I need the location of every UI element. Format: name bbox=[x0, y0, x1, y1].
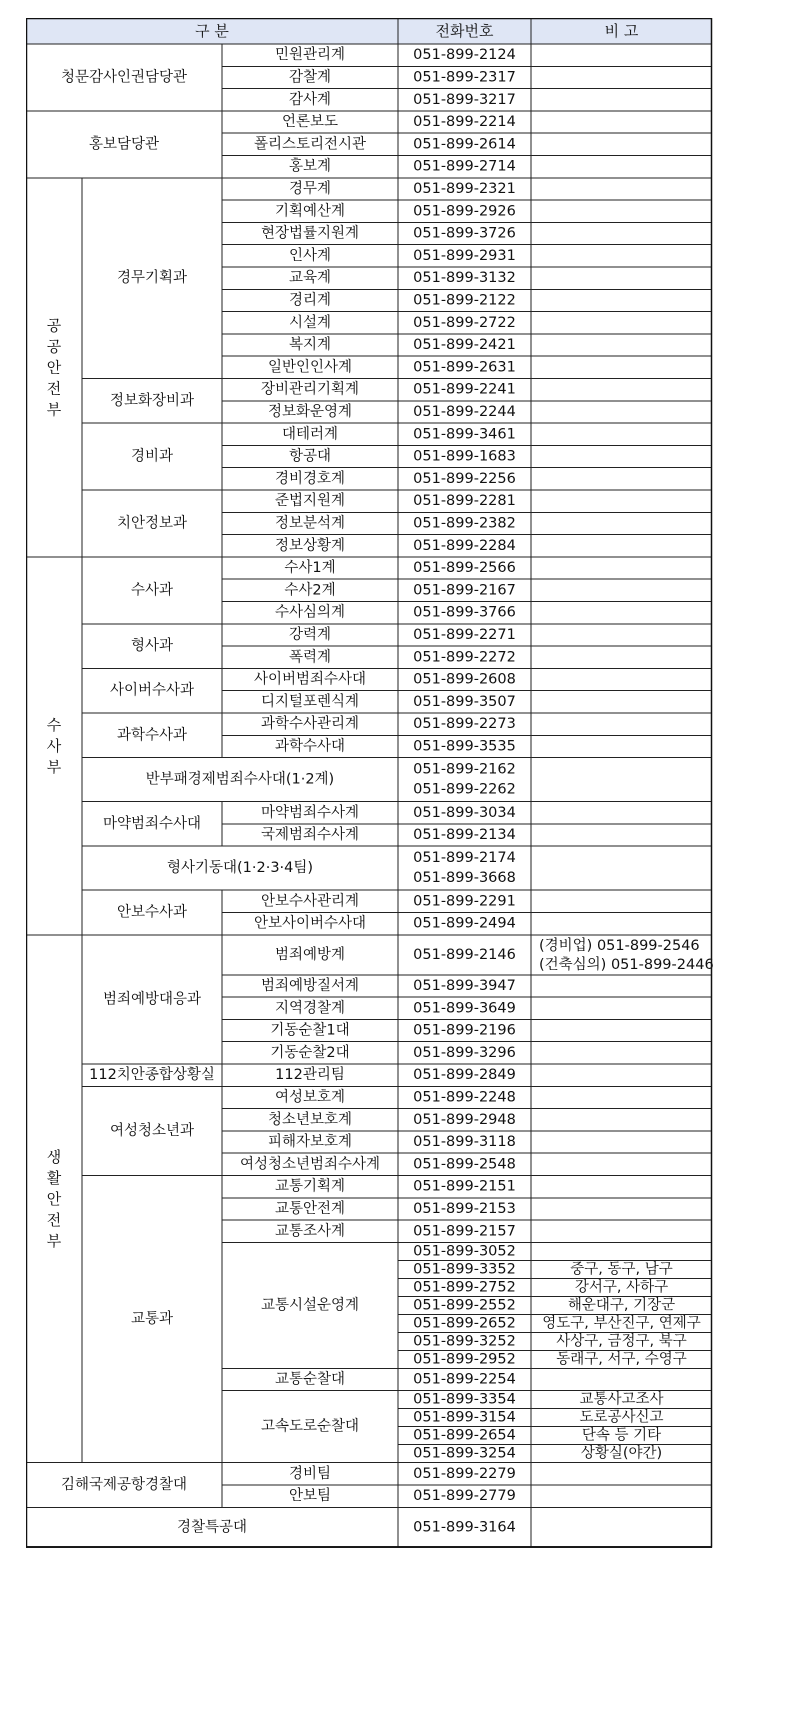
team-name: 일반인인사계 bbox=[267, 359, 353, 376]
phone-number: 051-899-2124 bbox=[413, 47, 516, 64]
team-name: 안보팀 bbox=[288, 1488, 332, 1505]
bureau-name: 생 활 안 전 부 bbox=[46, 1147, 62, 1250]
header-division: 구 분 bbox=[195, 22, 229, 40]
team-name: 지역경찰계 bbox=[274, 1000, 346, 1017]
phone-number: 051-899-2752 bbox=[413, 1279, 516, 1296]
phone-number: 051-899-2284 bbox=[413, 537, 516, 554]
phone-number: 051-899-2714 bbox=[413, 158, 516, 175]
phone-number: 051-899-2244 bbox=[413, 403, 516, 420]
department-name: 형사과 bbox=[130, 638, 174, 655]
phone-number: 051-899-2122 bbox=[413, 292, 516, 309]
department-name: 과학수사과 bbox=[116, 727, 188, 744]
department-name: 마약범죄수사대 bbox=[102, 815, 202, 832]
team-name: 항공대 bbox=[288, 448, 332, 465]
note-text: 교통사고조사 bbox=[579, 1391, 664, 1408]
team-name: 정보화운영계 bbox=[267, 403, 353, 420]
department-name: 형사기동대(1·2·3·4팀) bbox=[166, 860, 314, 877]
department-name: 반부패경제범죄수사대(1·2계) bbox=[145, 771, 335, 788]
phone-number: 051-899-3164 bbox=[413, 1519, 516, 1536]
department-name: 안보수사과 bbox=[116, 904, 188, 921]
team-name: 과학수사대 bbox=[274, 738, 346, 755]
team-name: 범죄예방질서계 bbox=[260, 977, 360, 994]
phone-number: 051-899-2421 bbox=[413, 337, 516, 354]
team-name: 복지계 bbox=[288, 337, 332, 354]
phone-number: 051-899-2552 bbox=[413, 1297, 516, 1314]
phone-number: 051-899-3947 bbox=[413, 977, 516, 994]
department-name: 사이버수사과 bbox=[109, 682, 195, 699]
team-name: 교통순찰대 bbox=[274, 1371, 346, 1388]
phone-number: 051-899-2317 bbox=[413, 69, 516, 86]
team-name: 언론보도 bbox=[281, 114, 339, 131]
note-text: 도로공사신고 bbox=[579, 1409, 664, 1426]
phone-number: 051-899-2248 bbox=[413, 1089, 516, 1106]
team-name: 교통안전계 bbox=[274, 1200, 346, 1217]
phone-number: 051-899-3535 bbox=[413, 738, 516, 755]
phone-number: 051-899-3461 bbox=[413, 426, 516, 443]
department-name: 수사과 bbox=[130, 582, 174, 599]
team-name: 경비팀 bbox=[288, 1465, 332, 1482]
phone-number: 051-899-2926 bbox=[413, 203, 516, 220]
phone-number: 051-899-3766 bbox=[413, 604, 516, 621]
phone-number: 051-899-1683 bbox=[413, 448, 516, 465]
team-name: 강력계 bbox=[288, 626, 332, 643]
phone-number: 051-899-2256 bbox=[413, 470, 516, 487]
bureau-name: 수 사 부 bbox=[46, 715, 62, 776]
team-name: 경비경호계 bbox=[274, 470, 346, 487]
note-text: 해운대구, 기장군 bbox=[567, 1297, 676, 1314]
team-name: 현장법률지원계 bbox=[260, 225, 360, 242]
department-name: 범죄예방대응과 bbox=[102, 991, 202, 1008]
team-name: 범죄예방계 bbox=[274, 946, 346, 963]
phone-number: 051-899-2291 bbox=[413, 893, 516, 910]
department-name: 홍보담당관 bbox=[88, 136, 160, 153]
team-name: 기획예산계 bbox=[274, 203, 346, 220]
team-name: 정보상황계 bbox=[274, 537, 346, 554]
team-name: 청소년보호계 bbox=[267, 1111, 353, 1128]
phone-number: 051-899-2654 bbox=[413, 1427, 516, 1444]
team-name: 교통기획계 bbox=[274, 1178, 346, 1195]
note-text: 강서구, 사하구 bbox=[574, 1279, 669, 1296]
phone-number: 051-899-3254 bbox=[413, 1445, 516, 1462]
team-name: 감사계 bbox=[288, 91, 332, 108]
phone-number: 051-899-2273 bbox=[413, 716, 516, 733]
phone-number: 051-899-3052 bbox=[413, 1243, 516, 1260]
phone-number: 051-899-2279 bbox=[413, 1465, 516, 1482]
phone-number: 051-899-2167 bbox=[413, 582, 516, 599]
phone-number: 051-899-2254 bbox=[413, 1371, 516, 1388]
phone-number: 051-899-3118 bbox=[413, 1134, 516, 1151]
phone-number: 051-899-3354 bbox=[413, 1391, 516, 1408]
team-name: 기동순찰2대 bbox=[270, 1044, 350, 1061]
department-name: 112치안종합상황실 bbox=[89, 1067, 215, 1084]
phone-directory-table bbox=[26, 18, 778, 1702]
phone-number: 051-899-3154 bbox=[413, 1409, 516, 1426]
team-name: 경무계 bbox=[288, 180, 332, 197]
phone-number: 051-899-2382 bbox=[413, 515, 516, 532]
phone-number: 051-899-2153 bbox=[413, 1200, 516, 1217]
header-phone: 전화번호 bbox=[435, 22, 494, 40]
team-name: 대테러계 bbox=[281, 426, 339, 443]
phone-number: 051-899-2608 bbox=[413, 671, 516, 688]
bureau-name: 공 공 안 전 부 bbox=[46, 316, 62, 419]
team-name: 장비관리기획계 bbox=[260, 381, 360, 398]
phone-number: 051-899-2214 bbox=[413, 114, 516, 131]
phone-number: 051-899-3034 bbox=[413, 804, 516, 821]
phone-number: 051-899-2262 bbox=[413, 781, 516, 798]
phone-number: 051-899-2494 bbox=[413, 915, 516, 932]
team-name: 국제범죄수사계 bbox=[260, 827, 360, 844]
phone-number: 051-899-2134 bbox=[413, 827, 516, 844]
team-name: 기동순찰1대 bbox=[270, 1022, 350, 1039]
team-name: 교통조사계 bbox=[274, 1223, 346, 1240]
department-name: 경찰특공대 bbox=[176, 1519, 248, 1536]
team-name: 피해자보호계 bbox=[267, 1134, 353, 1151]
phone-number: 051-899-3649 bbox=[413, 1000, 516, 1017]
team-name: 112관리팀 bbox=[275, 1067, 345, 1084]
team-name: 시설계 bbox=[288, 314, 332, 331]
team-name: 여성보호계 bbox=[274, 1089, 346, 1106]
team-name: 폴리스토리전시관 bbox=[253, 136, 367, 153]
phone-number: 051-899-3217 bbox=[413, 91, 516, 108]
team-name: 감찰계 bbox=[288, 69, 332, 86]
department-name: 정보화장비과 bbox=[109, 392, 195, 409]
phone-number: 051-899-2948 bbox=[413, 1111, 516, 1128]
phone-number: 051-899-2652 bbox=[413, 1315, 516, 1332]
header-note: 비 고 bbox=[604, 22, 639, 40]
team-name: 디지털포렌식계 bbox=[260, 693, 360, 710]
phone-number: 051-899-3352 bbox=[413, 1261, 516, 1278]
note-text: 중구, 동구, 남구 bbox=[570, 1261, 673, 1278]
team-name: 마약범죄수사계 bbox=[260, 804, 360, 821]
phone-number: 051-899-2174 bbox=[413, 850, 516, 867]
phone-number: 051-899-2162 bbox=[413, 761, 516, 778]
department-name: 여성청소년과 bbox=[109, 1122, 195, 1139]
department-name: 김해국제공항경찰대 bbox=[60, 1477, 188, 1493]
phone-number: 051-899-2566 bbox=[413, 560, 516, 577]
phone-number: 051-899-3507 bbox=[413, 693, 516, 710]
phone-number: 051-899-2722 bbox=[413, 314, 516, 331]
team-name: 수사1계 bbox=[284, 560, 336, 577]
team-name: 과학수사관리계 bbox=[260, 716, 360, 733]
phone-number: 051-899-2931 bbox=[413, 247, 516, 264]
note-text: 동래구, 서구, 수영구 bbox=[556, 1351, 687, 1368]
phone-number: 051-899-2146 bbox=[413, 946, 516, 963]
phone-number: 051-899-2151 bbox=[413, 1178, 516, 1195]
team-name: 안보수사관리계 bbox=[260, 893, 360, 910]
team-name: 인사계 bbox=[288, 247, 332, 264]
team-name: 교통시설운영계 bbox=[260, 1297, 360, 1314]
phone-number: 051-899-3296 bbox=[413, 1044, 516, 1061]
note-text: 단속 등 기타 bbox=[581, 1427, 662, 1444]
phone-number: 051-899-2614 bbox=[413, 136, 516, 153]
team-name: 수사심의계 bbox=[274, 604, 346, 621]
phone-number: 051-899-3668 bbox=[413, 870, 516, 887]
department-name: 경무기획과 bbox=[116, 270, 188, 287]
phone-number: 051-899-3132 bbox=[413, 270, 516, 287]
phone-number: 051-899-3252 bbox=[413, 1333, 516, 1350]
team-name: 준법지원계 bbox=[274, 493, 346, 510]
phone-number: 051-899-2157 bbox=[413, 1223, 516, 1240]
team-name: 경리계 bbox=[288, 292, 332, 309]
phone-number: 051-899-2196 bbox=[413, 1022, 516, 1039]
department-name: 청문감사인권담당관 bbox=[60, 69, 188, 86]
note-text: (경비업) 051-899-2546 bbox=[539, 937, 700, 954]
phone-number: 051-899-2548 bbox=[413, 1156, 516, 1173]
phone-number: 051-899-2631 bbox=[413, 359, 516, 376]
team-name: 교육계 bbox=[288, 270, 332, 287]
phone-number: 051-899-2849 bbox=[413, 1067, 516, 1084]
phone-number: 051-899-2321 bbox=[413, 180, 516, 197]
team-name: 사이버범죄수사대 bbox=[253, 671, 367, 688]
team-name: 민원관리계 bbox=[274, 47, 346, 64]
team-name: 고속도로순찰대 bbox=[260, 1418, 360, 1435]
phone-number: 051-899-2272 bbox=[413, 649, 516, 666]
team-name: 홍보계 bbox=[288, 158, 332, 175]
phone-number: 051-899-2952 bbox=[413, 1351, 516, 1368]
note-text: 상황실(야간) bbox=[580, 1445, 663, 1462]
team-name: 폭력계 bbox=[288, 649, 332, 666]
note-text: 사상구, 금정구, 북구 bbox=[556, 1333, 687, 1350]
phone-number: 051-899-2271 bbox=[413, 626, 516, 643]
note-text: (건축심의) 051-899-2446 bbox=[539, 956, 714, 973]
team-name: 수사2계 bbox=[284, 582, 336, 599]
note-text: 영도구, 부산진구, 연제구 bbox=[542, 1315, 701, 1332]
phone-number: 051-899-2241 bbox=[413, 381, 516, 398]
department-name: 경비과 bbox=[130, 448, 174, 465]
phone-number: 051-899-3726 bbox=[413, 225, 516, 242]
team-name: 여성청소년범죄수사계 bbox=[239, 1156, 381, 1173]
directory-grid bbox=[26, 18, 778, 1550]
phone-number: 051-899-2281 bbox=[413, 493, 516, 510]
department-name: 치안정보과 bbox=[116, 515, 188, 532]
team-name: 안보사이버수사대 bbox=[253, 915, 367, 932]
team-name: 정보분석계 bbox=[274, 515, 346, 532]
department-name: 교통과 bbox=[130, 1311, 174, 1328]
phone-number: 051-899-2779 bbox=[413, 1488, 516, 1505]
